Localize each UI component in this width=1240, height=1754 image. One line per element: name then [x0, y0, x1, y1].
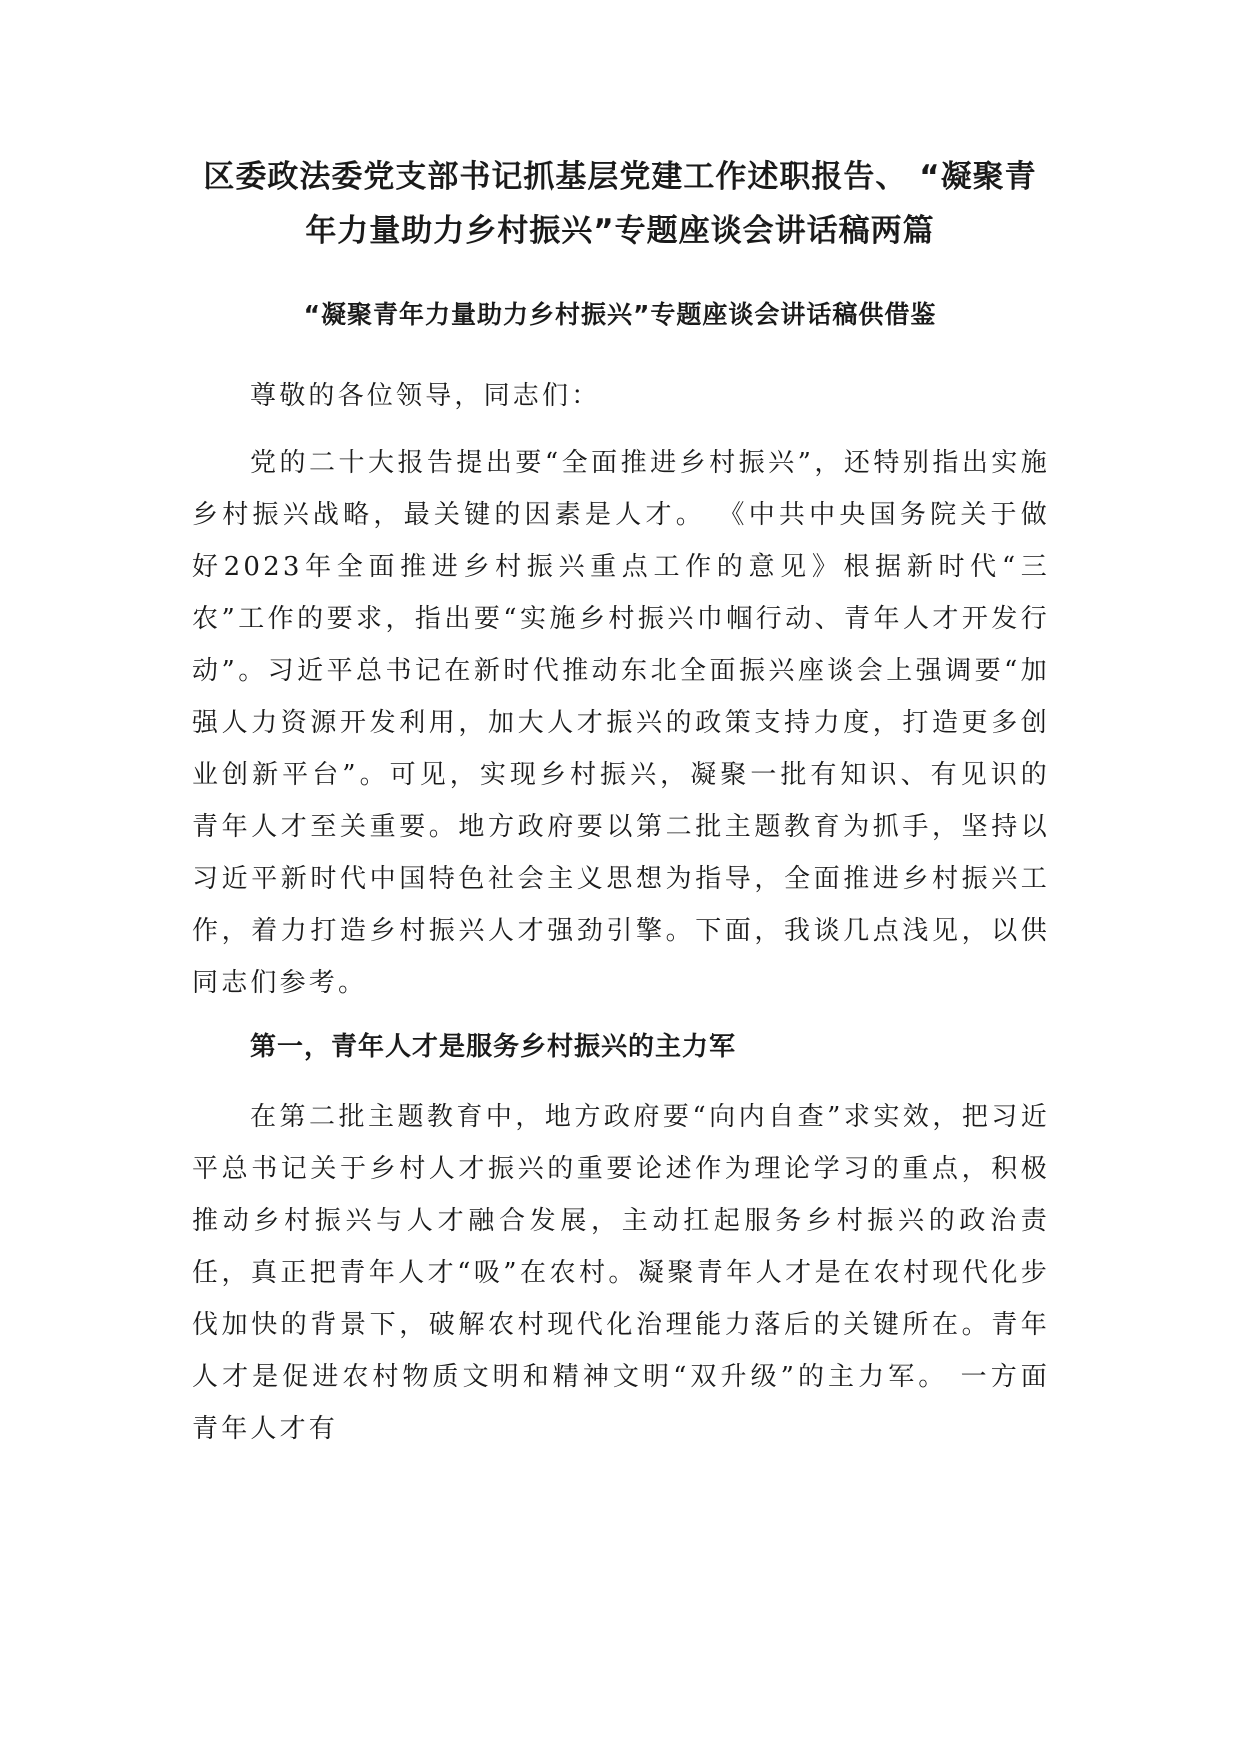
speech-subtitle: “凝聚青年力量助力乡村振兴”专题座谈会讲话稿供借鉴: [303, 300, 937, 329]
section-heading-1: 第一，青年人才是服务乡村振兴的主力军: [250, 1032, 737, 1062]
document-title: [180, 150, 1060, 258]
greeting-line: [192, 370, 1050, 422]
document-title-line-1: 区委政法委党支部书记抓基层党建工作述职报告、 “凝聚青: [203, 159, 1037, 195]
body-paragraph-1: 党的二十大报告提出要“全面推进乡村振兴”，还特别指出实施乡村振兴战略，最关键的因素是人才。 《中共中央国务院关于做好2023年全面推进乡村振兴重点工作的意见》根据新时代“三农”工作的要求，指出要“实施乡村振兴巾帼行动、青年人才开发行动”。习近平总书记在新时代推动东北全面振兴座谈会上强调要“加强人力资源开发利用，加大人才振兴的政策支持力度，打造更多创业创新平台”。可见，实现乡村振兴，凝聚一批有知识、有见识的青年人才至关重要。地方政府要以第二批主题教育为抓手，坚持以习近平新时代中国特色社会主义思想为指导，全面推进乡村振兴工作，着力打造乡村振兴人才强劲引擎。下面，我谈几点浅见，以供同志们参考。: [192, 448, 1050, 998]
greeting-text: 尊敬的各位领导，同志们：: [250, 381, 601, 411]
document-title-line-2: 年力量助力乡村振兴”专题座谈会讲话稿两篇: [305, 213, 935, 249]
body-paragraph-2: 在第二批主题教育中，地方政府要“向内自查”求实效，把习近平总书记关于乡村人才振兴的重要论述作为理论学习的重点，积极推动乡村振兴与人才融合发展，主动扛起服务乡村振兴的政治责任，真正把青年人才“吸”在农村。凝聚青年人才是在农村现代化步伐加快的背景下，破解农村现代化治理能力落后的关键所在。青年人才是促进农村物质文明和精神文明“双升级”的主力军。 一方面青年人才有: [192, 1102, 1050, 1444]
